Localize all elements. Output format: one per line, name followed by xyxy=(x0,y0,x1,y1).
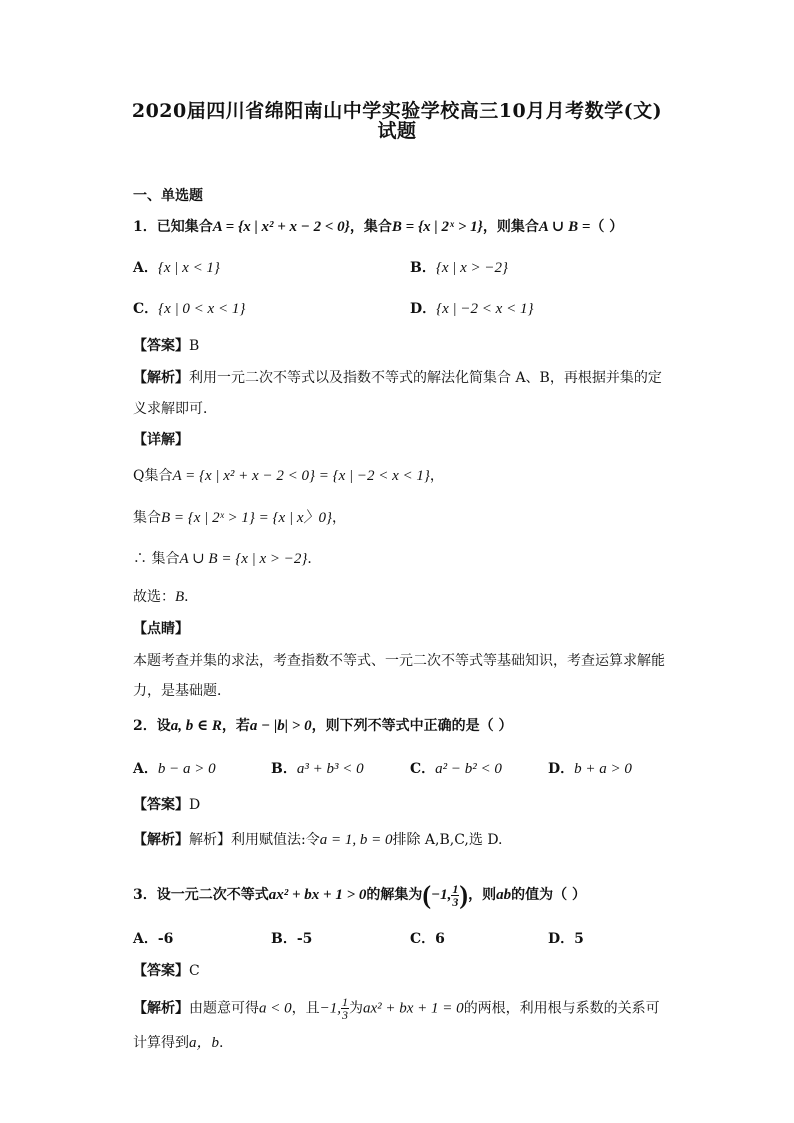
q1-option-b-label: B． xyxy=(410,260,436,276)
q2-answer-tag: 【答案】 xyxy=(133,797,189,813)
section-heading: 一、单选题 xyxy=(133,188,203,204)
q2-analysis-post: 排除 A,B,C,选 D. xyxy=(392,832,503,848)
q2-math1: a, b ∈ R xyxy=(170,718,222,734)
q1-d2-post: ， xyxy=(331,510,346,526)
q2-option-a xyxy=(133,759,216,779)
q3-ab: ab xyxy=(496,886,512,903)
q1-analysis-text1: 利用一元二次不等式以及指数不等式的解法化简集合 A、B，再根据并集的定 xyxy=(189,370,662,386)
q1-comment-line1: 本题考查并集的求法，考查指数不等式、一元二次不等式等基础知识，考查运算求解能 xyxy=(133,653,665,669)
q3-an-line2-post: . xyxy=(219,1035,224,1051)
q1-d4-pre: 故选： xyxy=(133,589,175,605)
q1-option-b xyxy=(410,258,508,278)
q1-d1-pre: Q集合 xyxy=(133,468,173,484)
q2-math2: a − |b| > 0 xyxy=(249,718,312,734)
q3-answer-tag: 【答案】 xyxy=(133,963,189,979)
q2-option-c-text: a² − b² < 0 xyxy=(435,761,502,777)
q2-suffix: ，则下列不等式中正确的是（ ） xyxy=(311,718,513,734)
q3-option-a-label: A． xyxy=(133,931,158,947)
q3-option-a xyxy=(133,929,173,949)
q1-suffix: ，则集合 xyxy=(482,219,539,235)
q1-d4-math: B xyxy=(175,589,185,605)
q1-blank: （ ） xyxy=(590,219,624,235)
q1-option-d xyxy=(410,299,533,319)
q3-an-frac-numerator: 1 xyxy=(342,995,348,1009)
q3-frac-denominator: 3 xyxy=(452,895,459,909)
q3-an-mid: ，且 xyxy=(291,1000,320,1017)
q1-d1-post: ， xyxy=(429,468,444,484)
q1-option-b-text: {x | x > −2} xyxy=(435,260,509,276)
q3-an-pre: 由题意可得 xyxy=(189,1000,259,1017)
q1-d2-math: B = {x | 2ˣ > 1} = {x | x〉0} xyxy=(161,510,332,526)
q1-analysis-tag: 【解析】 xyxy=(133,370,189,386)
q3-suffix-pre: ，则 xyxy=(468,886,497,903)
q3-option-b-text: -5 xyxy=(296,931,313,947)
q1-answer xyxy=(133,336,199,356)
q2-option-c xyxy=(410,759,502,779)
q3-option-d-label: D． xyxy=(548,931,575,947)
q3-option-c-label: C． xyxy=(410,931,436,947)
q3-analysis-line1 xyxy=(133,996,660,1021)
q2-analysis xyxy=(133,830,503,850)
title-line2-text: 试题 xyxy=(377,120,417,142)
q1-mid: ，集合 xyxy=(349,219,392,235)
q1-option-c xyxy=(133,299,245,319)
q3-an-fraction xyxy=(341,996,349,1021)
q2-option-c-label: C． xyxy=(410,761,436,777)
q3-stem xyxy=(133,880,586,910)
q3-option-b-label: B． xyxy=(271,931,297,947)
q3-an-line2-pre: 计算得到 xyxy=(133,1035,189,1051)
q1-option-a-text: {x | x < 1} xyxy=(157,260,220,276)
q3-an-post: 的两根，利用根与系数的关系可 xyxy=(463,1000,660,1017)
q2-option-a-text: b − a > 0 xyxy=(157,761,216,777)
q1-option-a xyxy=(133,258,220,278)
q2-answer-value: D xyxy=(189,797,201,813)
q1-d4-post: ． xyxy=(184,589,199,605)
q1-option-c-text: {x | 0 < x < 1} xyxy=(158,301,246,317)
q3-an-math2: −1, xyxy=(319,1000,341,1017)
q2-option-d-text: b + a > 0 xyxy=(574,761,632,777)
q3-solution-set xyxy=(422,880,469,910)
q3-analysis-line2 xyxy=(133,1033,223,1053)
q2-analysis-pre: 解析】利用赋值法:令 xyxy=(189,832,320,848)
q2-option-d-label: D． xyxy=(548,761,575,777)
q3-option-c xyxy=(410,929,445,949)
q3-mid: 的解集为 xyxy=(366,886,423,903)
q3-paren-left: ( xyxy=(422,880,432,910)
q3-an-math1: a < 0 xyxy=(259,1000,292,1017)
q3-suffix-post: 的值为（ ） xyxy=(511,886,586,903)
q2-prefix: 2．设 xyxy=(133,718,171,734)
q1-analysis-line2: 义求解即可． xyxy=(133,401,217,417)
q1-setA: A = {x | x² + x − 2 < 0} xyxy=(212,219,350,235)
q2-option-b-label: B． xyxy=(271,761,297,777)
q3-an-math3: ax² + bx + 1 = 0 xyxy=(363,1000,464,1017)
q1-option-a-label: A． xyxy=(133,260,158,276)
q1-detail-tag: 【详解】 xyxy=(133,432,189,448)
q3-math1: ax² + bx + 1 > 0 xyxy=(268,886,367,903)
q1-option-d-text: {x | −2 < x < 1} xyxy=(436,301,534,317)
q2-mid: ，若 xyxy=(221,718,250,734)
q2-option-b-text: a³ + b³ < 0 xyxy=(296,761,364,777)
q3-analysis-tag: 【解析】 xyxy=(133,1000,189,1017)
q2-answer xyxy=(133,795,200,815)
q1-comment-line2: 力，是基础题． xyxy=(133,683,231,699)
q1-union: A ∪ B = xyxy=(538,219,591,235)
q1-setB: B = {x | 2ˣ > 1} xyxy=(391,219,483,235)
q3-an-line2-math: a，b xyxy=(189,1035,220,1051)
q1-d2-pre: 集合 xyxy=(133,510,161,526)
q2-option-b xyxy=(271,759,364,779)
q1-d3-math: A ∪ B = {x | x > −2} xyxy=(179,551,308,567)
q1-answer-value: B xyxy=(189,338,200,354)
q3-set-left: −1, xyxy=(431,886,452,903)
q1-detail-line1 xyxy=(133,466,444,486)
q3-answer-value: C xyxy=(189,963,200,979)
q3-answer xyxy=(133,961,200,981)
q1-d3-pre: ∴ 集合 xyxy=(133,551,180,567)
q1-detail-line4 xyxy=(133,587,198,607)
q1-option-d-label: D． xyxy=(410,301,437,317)
document-title-line2 xyxy=(0,116,794,143)
q1-prefix: 1．已知集合 xyxy=(133,219,213,235)
q3-frac-numerator: 1 xyxy=(452,882,459,896)
q2-stem xyxy=(133,716,512,736)
q3-option-a-text: -6 xyxy=(157,931,174,947)
q2-option-d xyxy=(548,759,632,779)
q1-analysis-line1 xyxy=(133,368,662,388)
q2-analysis-math: a = 1, b = 0 xyxy=(319,832,393,848)
q3-option-b xyxy=(271,929,312,949)
q3-prefix: 3．设一元二次不等式 xyxy=(133,886,269,903)
q2-option-a-label: A． xyxy=(133,761,158,777)
q3-option-c-text: 6 xyxy=(435,931,445,947)
q3-paren-right: ) xyxy=(459,880,469,910)
q2-analysis-tag: 【解析】 xyxy=(133,832,189,848)
q1-d1-math: A = {x | x² + x − 2 < 0} = {x | −2 < x < 1} xyxy=(172,468,430,484)
q3-option-d xyxy=(548,929,584,949)
q1-comment-tag: 【点睛】 xyxy=(133,621,189,637)
q1-detail-line2 xyxy=(133,508,346,528)
q3-an-frac-denominator: 3 xyxy=(342,1008,348,1022)
q1-option-c-label: C． xyxy=(133,301,159,317)
document-title-line1: 2020届四川省绵阳南山中学实验学校高三10月月考数学(文) xyxy=(131,100,663,122)
q1-d3-post: ． xyxy=(307,551,322,567)
q3-an-mid2: 为 xyxy=(349,1000,363,1017)
q3-option-d-text: 5 xyxy=(574,931,584,947)
q1-stem xyxy=(133,217,623,237)
q1-detail-line3 xyxy=(133,549,321,569)
q1-answer-tag: 【答案】 xyxy=(133,338,189,354)
